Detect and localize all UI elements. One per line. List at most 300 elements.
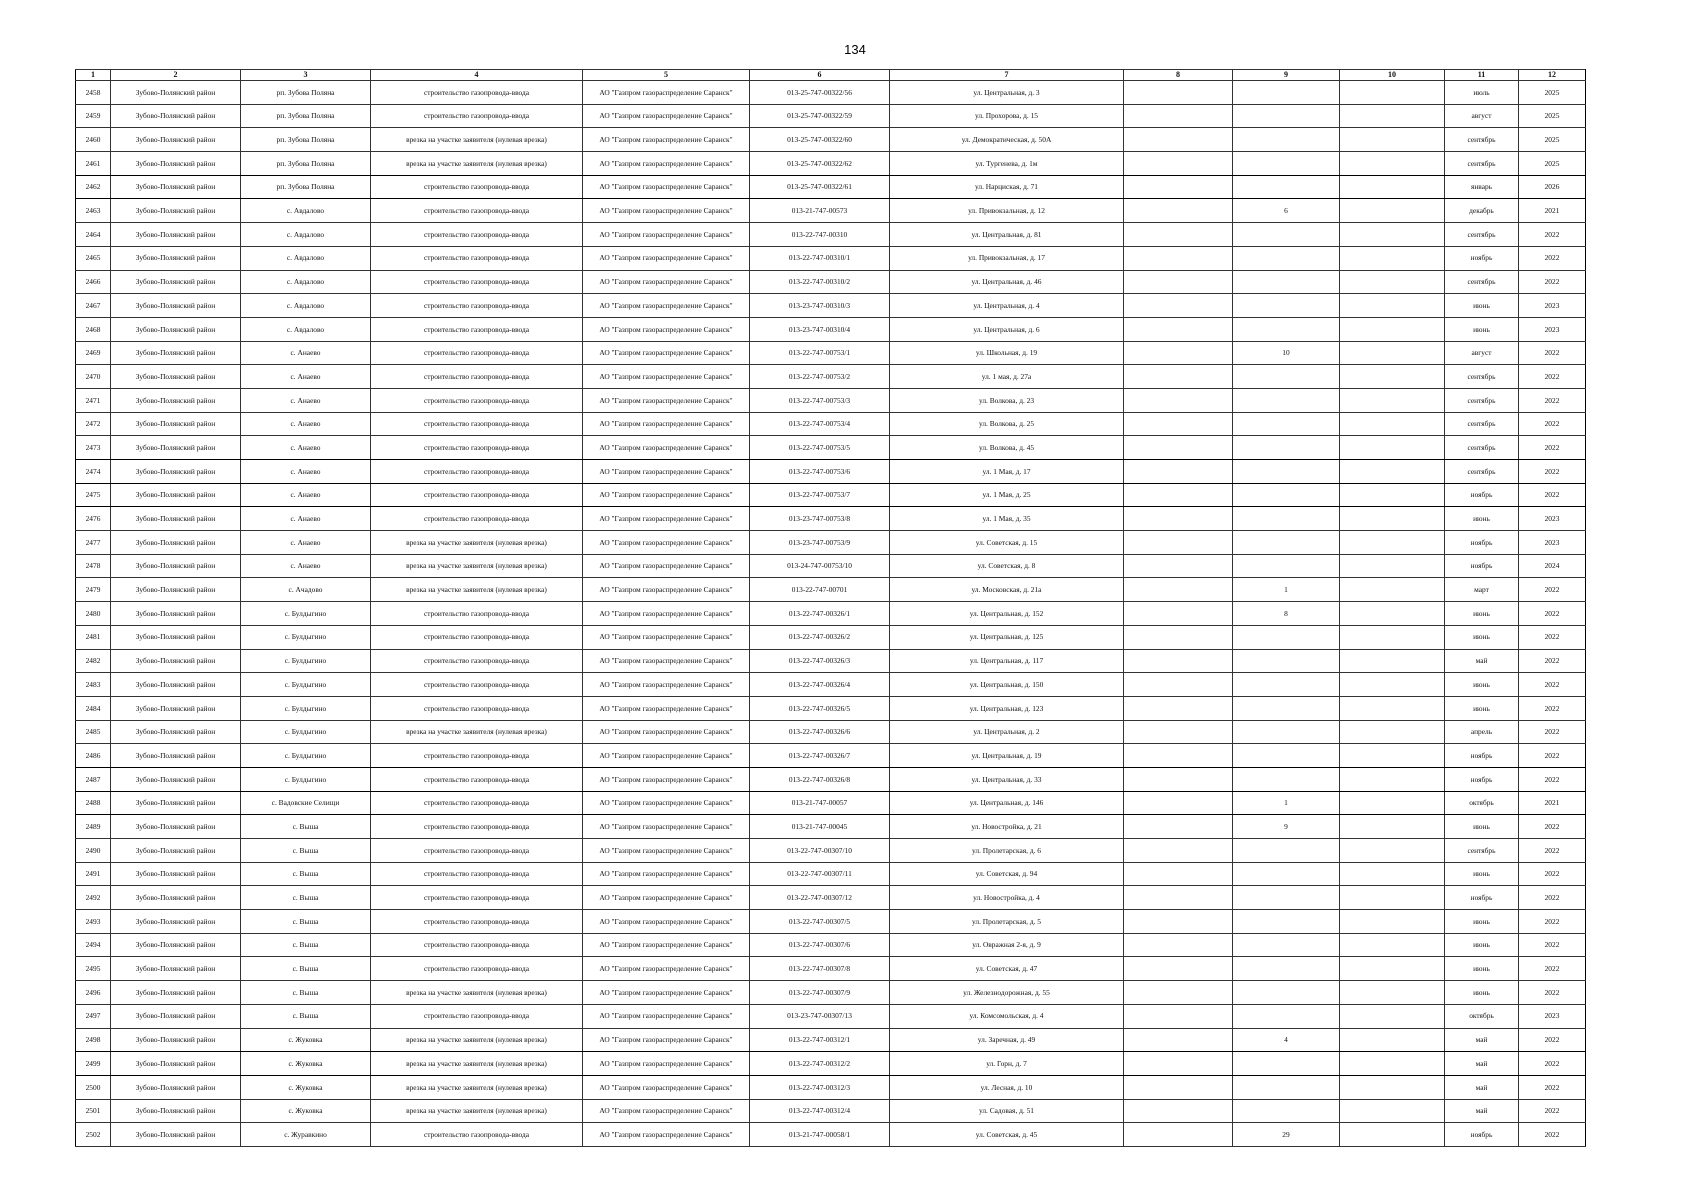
cell-row-number: 2484 — [76, 696, 111, 720]
table-row — [76, 483, 1586, 507]
cell-col-10 — [1340, 152, 1445, 176]
cell-month: август — [1445, 104, 1519, 128]
cell-address: ул. Лесная, д. 10 — [890, 1075, 1124, 1099]
cell-work-type: врезка на участке заявителя (нулевая врезка) — [371, 1075, 583, 1099]
cell-contract-number: 013-22-747-00326/8 — [750, 767, 890, 791]
cell-settlement: с. Журавкино — [241, 1123, 371, 1147]
cell-work-type: строительство газопровода-ввода — [371, 412, 583, 436]
cell-district: Зубово-Полянский район — [111, 767, 241, 791]
cell-district: Зубово-Полянский район — [111, 791, 241, 815]
cell-month: сентябрь — [1445, 270, 1519, 294]
cell-contract-number: 013-22-747-00312/2 — [750, 1052, 890, 1076]
cell-col-9: 8 — [1233, 602, 1340, 626]
cell-work-type: строительство газопровода-ввода — [371, 1123, 583, 1147]
cell-organization: АО "Газпром газораспределение Саранск" — [583, 578, 750, 602]
cell-year: 2022 — [1519, 981, 1586, 1005]
cell-col-8 — [1124, 744, 1233, 768]
cell-year: 2022 — [1519, 483, 1586, 507]
cell-district: Зубово-Полянский район — [111, 270, 241, 294]
cell-work-type: строительство газопровода-ввода — [371, 815, 583, 839]
cell-row-number: 2499 — [76, 1052, 111, 1076]
cell-contract-number: 013-22-747-00312/3 — [750, 1075, 890, 1099]
cell-col-9 — [1233, 649, 1340, 673]
cell-contract-number: 013-22-747-00310/2 — [750, 270, 890, 294]
cell-contract-number: 013-25-747-00322/60 — [750, 128, 890, 152]
cell-year: 2022 — [1519, 1028, 1586, 1052]
cell-organization: АО "Газпром газораспределение Саранск" — [583, 1075, 750, 1099]
cell-col-8 — [1124, 199, 1233, 223]
cell-col-10 — [1340, 1004, 1445, 1028]
cell-year: 2022 — [1519, 696, 1586, 720]
cell-settlement: с. Анаево — [241, 554, 371, 578]
cell-col-9 — [1233, 1004, 1340, 1028]
cell-work-type: врезка на участке заявителя (нулевая врезка) — [371, 981, 583, 1005]
cell-address: ул. Пролетарская, д. 6 — [890, 839, 1124, 863]
cell-organization: АО "Газпром газораспределение Саранск" — [583, 1123, 750, 1147]
table-row — [76, 981, 1586, 1005]
column-header-9: 9 — [1233, 70, 1340, 81]
table-row — [76, 578, 1586, 602]
cell-address: ул. 1 Мая, д. 25 — [890, 483, 1124, 507]
cell-col-9 — [1233, 460, 1340, 484]
cell-contract-number: 013-22-747-00307/6 — [750, 933, 890, 957]
cell-work-type: врезка на участке заявителя (нулевая врезка) — [371, 1052, 583, 1076]
cell-row-number: 2477 — [76, 531, 111, 555]
cell-col-9 — [1233, 1075, 1340, 1099]
cell-row-number: 2473 — [76, 436, 111, 460]
cell-col-10 — [1340, 815, 1445, 839]
table-row — [76, 1052, 1586, 1076]
cell-col-8 — [1124, 507, 1233, 531]
table-row — [76, 791, 1586, 815]
cell-work-type: строительство газопровода-ввода — [371, 388, 583, 412]
cell-month: сентябрь — [1445, 128, 1519, 152]
cell-address: ул. Прохорова, д. 15 — [890, 104, 1124, 128]
cell-contract-number: 013-25-747-00322/56 — [750, 81, 890, 105]
cell-address: ул. 1 Мая, д. 17 — [890, 460, 1124, 484]
cell-col-9: 1 — [1233, 791, 1340, 815]
cell-month: май — [1445, 1099, 1519, 1123]
register-table — [75, 69, 1586, 1147]
cell-address: ул. Центральная, д. 125 — [890, 625, 1124, 649]
cell-col-8 — [1124, 981, 1233, 1005]
table-row — [76, 199, 1586, 223]
cell-work-type: строительство газопровода-ввода — [371, 223, 583, 247]
cell-month: август — [1445, 341, 1519, 365]
cell-row-number: 2482 — [76, 649, 111, 673]
cell-col-9 — [1233, 933, 1340, 957]
cell-settlement: с. Выша — [241, 886, 371, 910]
cell-contract-number: 013-22-747-00307/10 — [750, 839, 890, 863]
cell-col-8 — [1124, 625, 1233, 649]
cell-row-number: 2470 — [76, 365, 111, 389]
cell-contract-number: 013-23-747-00307/13 — [750, 1004, 890, 1028]
cell-col-8 — [1124, 152, 1233, 176]
cell-district: Зубово-Полянский район — [111, 199, 241, 223]
cell-organization: АО "Газпром газораспределение Саранск" — [583, 957, 750, 981]
cell-col-10 — [1340, 933, 1445, 957]
table-row — [76, 767, 1586, 791]
cell-row-number: 2483 — [76, 673, 111, 697]
cell-col-9: 9 — [1233, 815, 1340, 839]
cell-col-9 — [1233, 128, 1340, 152]
cell-col-8 — [1124, 649, 1233, 673]
cell-month: ноябрь — [1445, 1123, 1519, 1147]
cell-month: ноябрь — [1445, 554, 1519, 578]
cell-contract-number: 013-22-747-00307/9 — [750, 981, 890, 1005]
cell-contract-number: 013-22-747-00310 — [750, 223, 890, 247]
cell-col-8 — [1124, 246, 1233, 270]
cell-col-10 — [1340, 602, 1445, 626]
cell-row-number: 2464 — [76, 223, 111, 247]
cell-contract-number: 013-25-747-00322/61 — [750, 175, 890, 199]
cell-organization: АО "Газпром газораспределение Саранск" — [583, 1099, 750, 1123]
column-header-8: 8 — [1124, 70, 1233, 81]
cell-district: Зубово-Полянский район — [111, 910, 241, 934]
cell-col-8 — [1124, 1075, 1233, 1099]
cell-row-number: 2501 — [76, 1099, 111, 1123]
cell-col-8 — [1124, 1052, 1233, 1076]
cell-organization: АО "Газпром газораспределение Саранск" — [583, 388, 750, 412]
cell-row-number: 2466 — [76, 270, 111, 294]
cell-col-8 — [1124, 791, 1233, 815]
cell-district: Зубово-Полянский район — [111, 862, 241, 886]
cell-year: 2022 — [1519, 886, 1586, 910]
cell-col-10 — [1340, 1028, 1445, 1052]
table-row — [76, 412, 1586, 436]
cell-contract-number: 013-22-747-00753/7 — [750, 483, 890, 507]
cell-year: 2022 — [1519, 1052, 1586, 1076]
cell-year: 2022 — [1519, 720, 1586, 744]
table-row — [76, 910, 1586, 934]
cell-col-10 — [1340, 839, 1445, 863]
cell-col-9: 6 — [1233, 199, 1340, 223]
cell-district: Зубово-Полянский район — [111, 294, 241, 318]
cell-work-type: строительство газопровода-ввода — [371, 81, 583, 105]
cell-year: 2022 — [1519, 673, 1586, 697]
cell-year: 2022 — [1519, 578, 1586, 602]
cell-organization: АО "Газпром газораспределение Саранск" — [583, 317, 750, 341]
cell-district: Зубово-Полянский район — [111, 602, 241, 626]
cell-row-number: 2487 — [76, 767, 111, 791]
cell-col-10 — [1340, 1075, 1445, 1099]
cell-col-10 — [1340, 578, 1445, 602]
cell-col-9 — [1233, 554, 1340, 578]
table-row — [76, 317, 1586, 341]
cell-contract-number: 013-23-747-00310/3 — [750, 294, 890, 318]
cell-work-type: строительство газопровода-ввода — [371, 625, 583, 649]
cell-work-type: строительство газопровода-ввода — [371, 957, 583, 981]
cell-col-9 — [1233, 246, 1340, 270]
column-header-12: 12 — [1519, 70, 1586, 81]
cell-district: Зубово-Полянский район — [111, 839, 241, 863]
cell-contract-number: 013-22-747-00307/8 — [750, 957, 890, 981]
cell-settlement: с. Выша — [241, 862, 371, 886]
cell-settlement: с. Выша — [241, 957, 371, 981]
table-row — [76, 625, 1586, 649]
cell-year: 2022 — [1519, 815, 1586, 839]
cell-month: сентябрь — [1445, 436, 1519, 460]
cell-col-10 — [1340, 175, 1445, 199]
cell-col-10 — [1340, 625, 1445, 649]
cell-district: Зубово-Полянский район — [111, 104, 241, 128]
cell-work-type: строительство газопровода-ввода — [371, 602, 583, 626]
cell-col-8 — [1124, 1004, 1233, 1028]
table-row — [76, 128, 1586, 152]
cell-settlement: с. Выша — [241, 981, 371, 1005]
table-row — [76, 933, 1586, 957]
table-row — [76, 507, 1586, 531]
cell-settlement: с. Анаево — [241, 365, 371, 389]
cell-year: 2024 — [1519, 554, 1586, 578]
cell-organization: АО "Газпром газораспределение Саранск" — [583, 341, 750, 365]
cell-address: ул. Школьная, д. 19 — [890, 341, 1124, 365]
cell-year: 2022 — [1519, 862, 1586, 886]
cell-settlement: с. Анаево — [241, 412, 371, 436]
cell-year: 2025 — [1519, 128, 1586, 152]
cell-row-number: 2500 — [76, 1075, 111, 1099]
cell-year: 2021 — [1519, 791, 1586, 815]
cell-month: апрель — [1445, 720, 1519, 744]
cell-col-8 — [1124, 886, 1233, 910]
cell-address: ул. Центральная, д. 33 — [890, 767, 1124, 791]
cell-district: Зубово-Полянский район — [111, 1028, 241, 1052]
cell-month: июнь — [1445, 696, 1519, 720]
cell-district: Зубово-Полянский район — [111, 81, 241, 105]
cell-month: май — [1445, 1052, 1519, 1076]
cell-work-type: строительство газопровода-ввода — [371, 270, 583, 294]
cell-work-type: врезка на участке заявителя (нулевая врезка) — [371, 578, 583, 602]
cell-col-9 — [1233, 1099, 1340, 1123]
cell-work-type: строительство газопровода-ввода — [371, 507, 583, 531]
cell-contract-number: 013-21-747-00057 — [750, 791, 890, 815]
cell-work-type: строительство газопровода-ввода — [371, 933, 583, 957]
cell-address: ул. Демократическая, д. 50А — [890, 128, 1124, 152]
cell-month: ноябрь — [1445, 886, 1519, 910]
cell-col-9 — [1233, 696, 1340, 720]
cell-col-10 — [1340, 981, 1445, 1005]
cell-row-number: 2502 — [76, 1123, 111, 1147]
cell-col-10 — [1340, 388, 1445, 412]
cell-col-9 — [1233, 720, 1340, 744]
cell-col-10 — [1340, 957, 1445, 981]
cell-contract-number: 013-22-747-00753/6 — [750, 460, 890, 484]
cell-settlement: с. Авдалово — [241, 246, 371, 270]
cell-work-type: строительство газопровода-ввода — [371, 104, 583, 128]
cell-address: ул. Овражная 2-я, д. 9 — [890, 933, 1124, 957]
cell-col-9 — [1233, 910, 1340, 934]
cell-month: май — [1445, 1028, 1519, 1052]
cell-month: октябрь — [1445, 1004, 1519, 1028]
cell-district: Зубово-Полянский район — [111, 412, 241, 436]
cell-year: 2025 — [1519, 81, 1586, 105]
cell-month: июнь — [1445, 294, 1519, 318]
cell-row-number: 2485 — [76, 720, 111, 744]
cell-row-number: 2496 — [76, 981, 111, 1005]
cell-organization: АО "Газпром газораспределение Саранск" — [583, 862, 750, 886]
cell-col-10 — [1340, 223, 1445, 247]
cell-col-9 — [1233, 104, 1340, 128]
cell-settlement: с. Авдалово — [241, 317, 371, 341]
cell-col-8 — [1124, 270, 1233, 294]
cell-year: 2025 — [1519, 152, 1586, 176]
cell-col-8 — [1124, 365, 1233, 389]
cell-contract-number: 013-22-747-00307/11 — [750, 862, 890, 886]
cell-col-10 — [1340, 246, 1445, 270]
cell-col-9: 1 — [1233, 578, 1340, 602]
cell-year: 2022 — [1519, 933, 1586, 957]
cell-address: ул. Центральная, д. 123 — [890, 696, 1124, 720]
cell-month: июнь — [1445, 910, 1519, 934]
cell-settlement: с. Выша — [241, 933, 371, 957]
cell-month: июнь — [1445, 602, 1519, 626]
cell-col-8 — [1124, 815, 1233, 839]
cell-col-9 — [1233, 294, 1340, 318]
cell-col-10 — [1340, 1123, 1445, 1147]
cell-col-9 — [1233, 175, 1340, 199]
cell-month: январь — [1445, 175, 1519, 199]
cell-settlement: с. Булдыгино — [241, 673, 371, 697]
cell-month: ноябрь — [1445, 483, 1519, 507]
cell-settlement: с. Авдалово — [241, 270, 371, 294]
cell-district: Зубово-Полянский район — [111, 1123, 241, 1147]
table-row — [76, 270, 1586, 294]
column-header-6: 6 — [750, 70, 890, 81]
cell-organization: АО "Газпром газораспределение Саранск" — [583, 815, 750, 839]
cell-year: 2023 — [1519, 1004, 1586, 1028]
cell-district: Зубово-Полянский район — [111, 981, 241, 1005]
cell-month: ноябрь — [1445, 246, 1519, 270]
cell-row-number: 2458 — [76, 81, 111, 105]
cell-district: Зубово-Полянский район — [111, 365, 241, 389]
table-row — [76, 554, 1586, 578]
cell-col-9 — [1233, 365, 1340, 389]
cell-district: Зубово-Полянский район — [111, 1052, 241, 1076]
cell-organization: АО "Газпром газораспределение Саранск" — [583, 554, 750, 578]
column-header-10: 10 — [1340, 70, 1445, 81]
cell-row-number: 2480 — [76, 602, 111, 626]
cell-settlement: с. Булдыгино — [241, 720, 371, 744]
cell-address: ул. Новостройка, д. 4 — [890, 886, 1124, 910]
cell-col-8 — [1124, 578, 1233, 602]
cell-settlement: с. Авдалово — [241, 223, 371, 247]
cell-address: ул. Железнодорожная, д. 55 — [890, 981, 1124, 1005]
cell-month: сентябрь — [1445, 412, 1519, 436]
cell-contract-number: 013-22-747-00312/1 — [750, 1028, 890, 1052]
cell-col-8 — [1124, 531, 1233, 555]
cell-contract-number: 013-22-747-00326/1 — [750, 602, 890, 626]
cell-contract-number: 013-22-747-00310/1 — [750, 246, 890, 270]
cell-col-9 — [1233, 436, 1340, 460]
cell-settlement: рп. Зубова Поляна — [241, 104, 371, 128]
cell-col-9 — [1233, 223, 1340, 247]
cell-organization: АО "Газпром газораспределение Саранск" — [583, 175, 750, 199]
cell-district: Зубово-Полянский район — [111, 673, 241, 697]
cell-col-10 — [1340, 673, 1445, 697]
cell-contract-number: 013-23-747-00753/9 — [750, 531, 890, 555]
cell-settlement: с. Булдыгино — [241, 696, 371, 720]
cell-year: 2022 — [1519, 388, 1586, 412]
cell-row-number: 2489 — [76, 815, 111, 839]
cell-contract-number: 013-21-747-00058/1 — [750, 1123, 890, 1147]
cell-month: июнь — [1445, 862, 1519, 886]
cell-year: 2022 — [1519, 649, 1586, 673]
cell-contract-number: 013-22-747-00326/7 — [750, 744, 890, 768]
cell-address: ул. Советская, д. 45 — [890, 1123, 1124, 1147]
table-row — [76, 720, 1586, 744]
cell-year: 2023 — [1519, 317, 1586, 341]
column-header-3: 3 — [241, 70, 371, 81]
cell-settlement: с. Жуковка — [241, 1028, 371, 1052]
cell-year: 2022 — [1519, 460, 1586, 484]
cell-col-10 — [1340, 720, 1445, 744]
cell-district: Зубово-Полянский район — [111, 531, 241, 555]
cell-district: Зубово-Полянский район — [111, 175, 241, 199]
cell-col-10 — [1340, 104, 1445, 128]
cell-settlement: с. Жуковка — [241, 1075, 371, 1099]
cell-contract-number: 013-22-747-00753/5 — [750, 436, 890, 460]
cell-row-number: 2472 — [76, 412, 111, 436]
cell-month: сентябрь — [1445, 223, 1519, 247]
table-row — [76, 1123, 1586, 1147]
table-body — [76, 81, 1586, 1147]
cell-col-10 — [1340, 436, 1445, 460]
table-row — [76, 294, 1586, 318]
cell-month: сентябрь — [1445, 152, 1519, 176]
cell-year: 2022 — [1519, 744, 1586, 768]
cell-settlement: с. Булдыгино — [241, 602, 371, 626]
cell-col-10 — [1340, 886, 1445, 910]
cell-address: ул. Центральная, д. 19 — [890, 744, 1124, 768]
cell-settlement: с. Авдалово — [241, 294, 371, 318]
cell-year: 2022 — [1519, 436, 1586, 460]
page-number: 134 — [844, 42, 866, 57]
cell-row-number: 2495 — [76, 957, 111, 981]
table-row — [76, 223, 1586, 247]
cell-month: декабрь — [1445, 199, 1519, 223]
cell-district: Зубово-Полянский район — [111, 578, 241, 602]
cell-col-8 — [1124, 341, 1233, 365]
header-row — [76, 70, 1586, 81]
cell-work-type: строительство газопровода-ввода — [371, 1004, 583, 1028]
cell-work-type: строительство газопровода-ввода — [371, 317, 583, 341]
cell-col-8 — [1124, 554, 1233, 578]
cell-work-type: строительство газопровода-ввода — [371, 910, 583, 934]
cell-col-9 — [1233, 839, 1340, 863]
cell-settlement: с. Анаево — [241, 507, 371, 531]
cell-district: Зубово-Полянский район — [111, 1099, 241, 1123]
cell-row-number: 2459 — [76, 104, 111, 128]
cell-col-8 — [1124, 436, 1233, 460]
cell-row-number: 2486 — [76, 744, 111, 768]
table-row — [76, 602, 1586, 626]
table-row — [76, 460, 1586, 484]
cell-district: Зубово-Полянский район — [111, 1075, 241, 1099]
cell-month: июнь — [1445, 625, 1519, 649]
cell-col-9 — [1233, 531, 1340, 555]
cell-month: ноябрь — [1445, 744, 1519, 768]
cell-settlement: рп. Зубова Поляна — [241, 152, 371, 176]
cell-year: 2022 — [1519, 625, 1586, 649]
cell-district: Зубово-Полянский район — [111, 128, 241, 152]
cell-col-9 — [1233, 388, 1340, 412]
cell-row-number: 2463 — [76, 199, 111, 223]
cell-col-8 — [1124, 294, 1233, 318]
cell-year: 2022 — [1519, 910, 1586, 934]
cell-row-number: 2478 — [76, 554, 111, 578]
cell-row-number: 2475 — [76, 483, 111, 507]
cell-row-number: 2468 — [76, 317, 111, 341]
